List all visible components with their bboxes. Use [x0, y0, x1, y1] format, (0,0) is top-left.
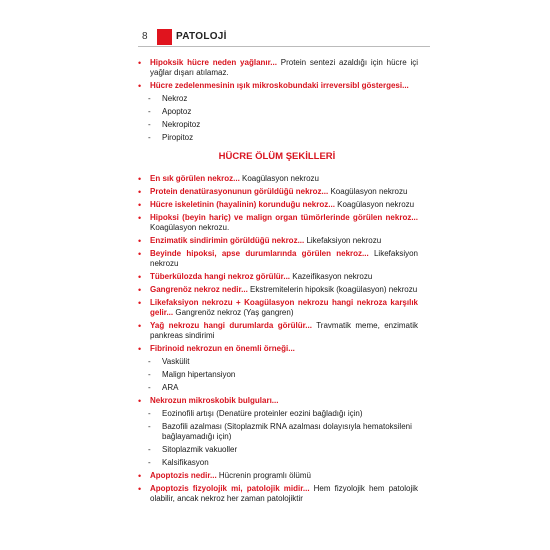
bullet-icon: •	[138, 285, 142, 295]
bullet-icon: •	[138, 272, 142, 282]
intro-list	[136, 58, 418, 143]
answer-text: Hem fizyolojik hem patolojik olabilir, ancak nekroz her zaman patolojiktir	[150, 484, 418, 503]
dash-icon: -	[148, 94, 151, 103]
sub-item	[136, 422, 418, 442]
sub-item	[136, 94, 418, 104]
answer-text: Kazeifikasyon nekrozu	[290, 272, 373, 281]
answer-text: Ekstremitelerin hipoksik (koagülasyon) nekrozu	[247, 285, 418, 294]
page-header	[138, 30, 430, 47]
necrosis-list	[136, 174, 418, 504]
sub-item-text: Bazofili azalması (Sitoplazmik RNA azalması dolayısıyla hematoksileni bağlayamadığı için)	[162, 422, 412, 441]
dash-icon: -	[148, 107, 151, 116]
dash-icon: -	[148, 458, 151, 467]
list-item	[136, 298, 418, 318]
bullet-icon: •	[138, 200, 142, 210]
bullet-icon: •	[138, 174, 142, 184]
section-title: HÜCRE ÖLÜM ŞEKİLLERİ	[218, 151, 336, 162]
question-text: Hücre zedelenmesinin ışık mikroskobundaki irreversibl göstergesi...	[150, 81, 409, 90]
bullet-icon: •	[138, 396, 142, 406]
list-item	[136, 249, 418, 269]
question-text: Apoptozis fizyolojik mi, patolojik midir...	[150, 484, 310, 493]
question-text: Hücre iskeletinin (hayalinin) korunduğu nekroz...	[150, 200, 335, 209]
list-item	[136, 344, 418, 354]
question-text: Protein denatürasyonunun görüldüğü nekroz...	[150, 187, 329, 196]
bullet-icon: •	[138, 321, 142, 331]
sub-item	[136, 133, 418, 143]
list-item	[136, 484, 418, 504]
answer-text: Hücrenin programlı ölümü	[216, 471, 311, 480]
bullet-icon: •	[138, 81, 142, 91]
answer-text: Koagülasyon nekrozu	[334, 200, 415, 209]
list-item	[136, 200, 418, 210]
dash-icon: -	[148, 409, 151, 418]
answer-text: Protein sentezi azaldığı için hücre içi yağlar dışarı atılamaz.	[150, 58, 418, 77]
page-content	[136, 58, 418, 507]
sub-item	[136, 370, 418, 380]
dash-icon: -	[148, 120, 151, 129]
question-text: Hipoksik hücre neden yağlanır...	[150, 58, 277, 67]
answer-text: Gangrenöz nekroz (Yaş gangren)	[173, 308, 294, 317]
list-item	[136, 321, 418, 341]
answer-text: Travmatik meme, enzimatik pankreas sindirimi	[150, 321, 419, 340]
dash-icon: -	[148, 370, 151, 379]
question-text: Enzimatik sindirimin görüldüğü nekroz...	[150, 236, 305, 245]
bullet-icon: •	[138, 236, 142, 246]
answer-text: Koagülasyon nekrozu	[239, 174, 319, 183]
answer-text: Likefaksiyon nekrozu	[304, 236, 382, 245]
bullet-icon: •	[138, 187, 142, 197]
sub-item-text: Malign hipertansiyon	[162, 370, 236, 379]
sub-item	[136, 445, 418, 455]
bullet-icon: •	[138, 58, 142, 68]
list-item	[136, 272, 418, 282]
question-text: Nekrozun mikroskobik bulguları...	[150, 396, 279, 405]
sub-item-text: Vaskülit	[162, 357, 190, 366]
question-text: Hipoksi (beyin hariç) ve malign organ tümörlerinde görülen nekroz...	[150, 213, 418, 222]
sub-item	[136, 357, 418, 367]
dash-icon: -	[148, 445, 151, 454]
bullet-icon: •	[138, 249, 142, 259]
list-item	[136, 471, 418, 481]
sub-item-text: Nekroz	[162, 94, 188, 103]
chapter-title: PATOLOJİ	[176, 31, 227, 42]
sub-item-text: Sitoplazmik vakuoller	[162, 445, 238, 454]
sub-item	[136, 107, 418, 117]
dash-icon: -	[148, 383, 151, 392]
question-text: En sık görülen nekroz...	[150, 174, 240, 183]
answer-text: Likefaksiyon nekrozu	[150, 249, 418, 268]
bullet-icon: •	[138, 344, 142, 354]
sub-item	[136, 120, 418, 130]
bullet-icon: •	[138, 213, 142, 223]
question-text: Gangrenöz nekroz nedir...	[150, 285, 248, 294]
sub-item	[136, 383, 418, 393]
bullet-icon: •	[138, 471, 142, 481]
sub-item-text: Eozinofili artışı (Denatüre proteinler eozini bağladığı için)	[162, 409, 363, 418]
bullet-icon: •	[138, 484, 142, 494]
list-item	[136, 285, 418, 295]
header-red-block	[157, 29, 172, 45]
dash-icon: -	[148, 357, 151, 366]
list-item	[136, 396, 418, 406]
answer-text: Koagülasyon nekrozu	[328, 187, 408, 196]
list-item	[136, 81, 418, 91]
question-text: Beyinde hipoksi, apse durumlarında görülen nekroz...	[150, 249, 369, 258]
list-item	[136, 187, 418, 197]
question-text: Fibrinoid nekrozun en önemli örneği...	[150, 344, 295, 353]
question-text: Yağ nekrozu hangi durumlarda görülür...	[150, 321, 312, 330]
page-number: 8	[142, 31, 148, 42]
sub-item	[136, 458, 418, 468]
sub-item-text: Kalsifikasyon	[162, 458, 209, 467]
list-item	[136, 58, 418, 78]
sub-item	[136, 409, 418, 419]
answer-text: Koagülasyon nekrozu.	[150, 223, 230, 232]
sub-item-text: Piropitoz	[162, 133, 194, 142]
bullet-icon: •	[138, 298, 142, 308]
list-item	[136, 236, 418, 246]
question-text: Likefaksiyon nekrozu + Koagülasyon nekrozu hangi nekroza karşılık gelir...	[150, 298, 418, 317]
list-item	[136, 174, 418, 184]
dash-icon: -	[148, 422, 151, 431]
sub-item-text: Apoptoz	[162, 107, 192, 116]
list-item	[136, 213, 418, 233]
dash-icon: -	[148, 133, 151, 142]
question-text: Tüberkülozda hangi nekroz görülür...	[150, 272, 291, 281]
sub-item-text: ARA	[162, 383, 179, 392]
sub-item-text: Nekropitoz	[162, 120, 201, 129]
question-text: Apoptozis nedir...	[150, 471, 217, 480]
